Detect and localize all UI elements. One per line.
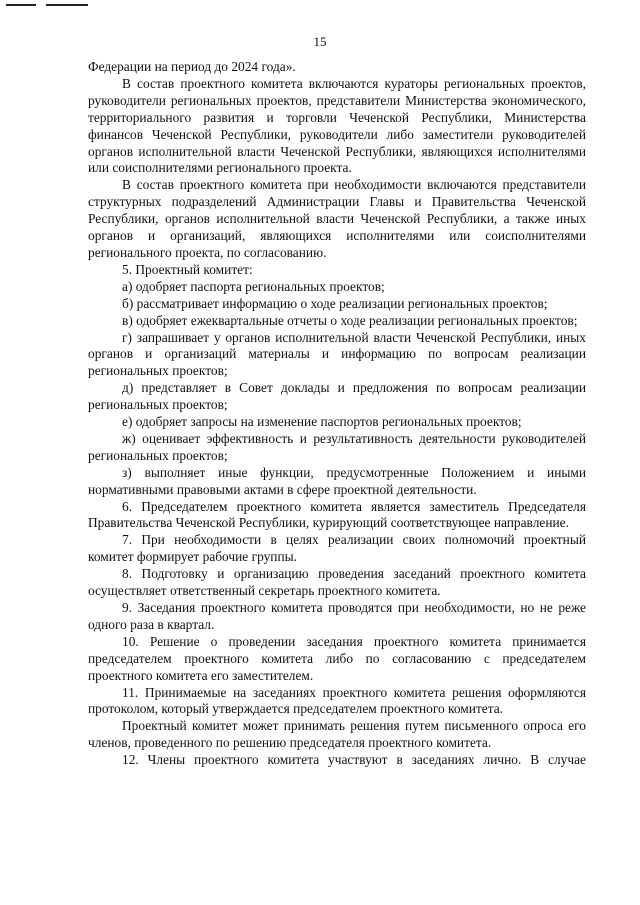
list-item: а) одобряет паспорта региональных проектов; [122,278,385,294]
header-rule [6,4,88,6]
numbered-clause: 11. Принимаемые на заседаниях проектного комитета решения оформляются протоколом, который утверждается председателем проектного комитета. [88,684,586,717]
paragraph: Федерации на период до 2024 года». [88,59,296,74]
list-item: в) одобряет ежеквартальные отчеты о ходе реализации региональных проектов; [122,312,578,328]
list-item: е) одобряет запросы на изменение паспортов региональных проектов; [122,414,522,430]
paragraph: В состав проектного комитета при необходимости включаются представители структурных подразделений Администрации Главы и Правительства Чеченской Республики, органов исполнительной власти Чеченской Республики, а также иных органов и организаций, являющихся исполнителями или соисполнителями регионального проекта, по согласованию. [88,177,586,260]
numbered-clause: 10. Решение о проведении заседания проектного комитета принимается председателем проектного комитета либо по согласованию с председателем проектного комитета его заместителем. [88,633,586,683]
numbered-clause: 8. Подготовку и организацию проведения заседаний проектного комитета осуществляет ответственный секретарь проектного комитета. [88,566,586,599]
paragraph: Проектный комитет может принимать решения путем письменного опроса его членов, проведенного по решению председателя проектного комитета. [88,718,586,751]
page-number: 15 [313,34,327,49]
list-item: г) запрашивает у органов исполнительной власти Чеченской Республики, иных органов и организаций материалы и информацию по вопросам реализации региональных проектов; [88,329,586,379]
paragraph: В состав проектного комитета включаются кураторы региональных проектов, руководители региональных проектов, представители Министерства экономического, территориального развития и торговли Чеченской Республики, Министерства финансов Чеченской Республики, руководители либо заместители руководителей органов исполнительной власти Чеченской Республики, являющихся исполнителями или соисполнителями регионального проекта. [88,75,586,176]
numbered-clause: 7. При необходимости в целях реализации своих полномочий проектный комитет формирует рабочие группы. [88,532,586,565]
numbered-clause: 6. Председателем проектного комитета является заместитель Председателя Правительства Чеченской Республики, курирующий соответствующее направление. [88,498,586,531]
list-item: д) представляет в Совет доклады и предложения по вопросам реализации региональных проектов; [88,380,586,413]
numbered-clause: 12. Члены проектного комитета участвуют в заседаниях лично. В случае [122,752,586,768]
section-heading: 5. Проектный комитет: [122,261,253,277]
list-item: ж) оценивает эффективность и результативность деятельности руководителей региональных проектов; [88,430,586,463]
document-body [88,59,586,769]
list-item: з) выполняет иные функции, предусмотренные Положением и иными нормативными правовыми актами в сфере проектной деятельности. [88,464,586,497]
numbered-clause: 9. Заседания проектного комитета проводятся при необходимости, но не реже одного раза в квартал. [88,600,586,632]
list-item: б) рассматривает информацию о ходе реализации региональных проектов; [122,295,548,311]
